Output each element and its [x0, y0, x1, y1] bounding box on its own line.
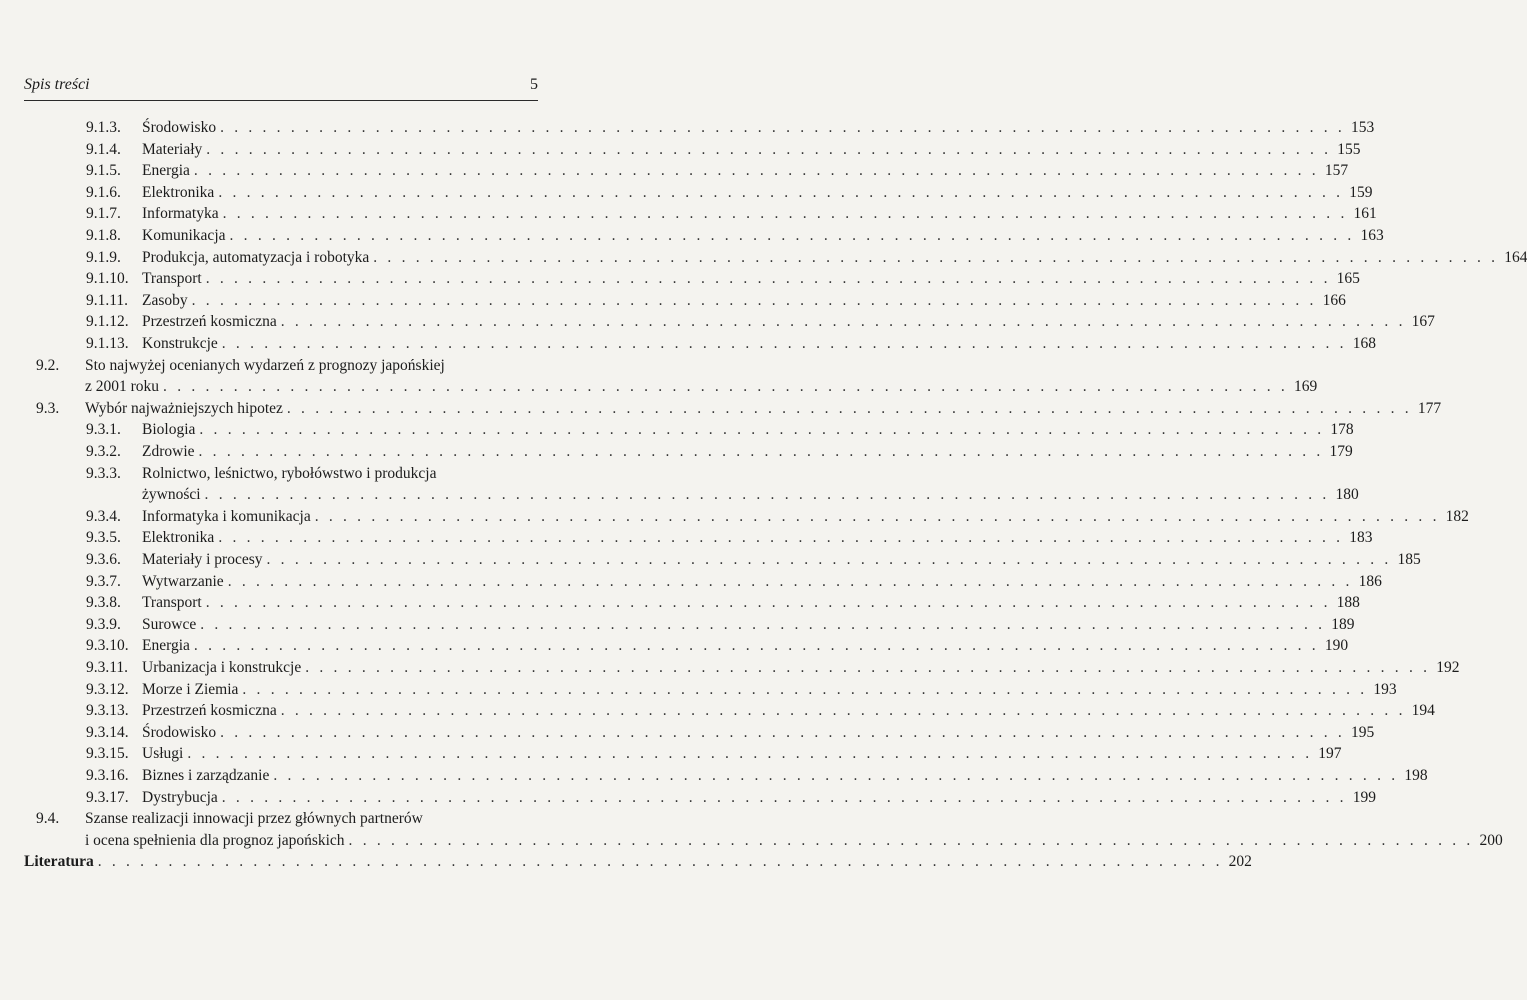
- toc-entry-title: Produkcja, automatyzacja i robotyka: [142, 248, 370, 266]
- toc-entry: [0, 312, 1435, 332]
- toc-entry: [0, 550, 1421, 570]
- toc-entry: [0, 766, 1428, 786]
- toc-entry: [0, 248, 1527, 268]
- toc-entry: [0, 464, 538, 484]
- toc-entry-page: 200: [1479, 831, 1503, 849]
- toc-dot-leader: . . . . . . . . . . . . . . . . . . . . . . . . . . . . . . . . . . . . . . . . . . . . . . . . . . . . . . . . . . . . . . . . . . . . . . . . . . . . . . . .: [373, 248, 1499, 266]
- header-page-number: 5: [530, 76, 538, 93]
- toc-dot-leader: . . . . . . . . . . . . . . . . . . . . . . . . . . . . . . . . . . . . . . . . . . . . . . . . . . . . . . . . . . . . . . . . . . . . . . . . . . . . . . . .: [229, 227, 1355, 244]
- toc-entry-number: 9.1.10.: [86, 270, 129, 288]
- toc-entry-title: Zdrowie: [142, 443, 195, 460]
- toc-entry: [0, 442, 1353, 462]
- toc-entry-page: 167: [1411, 313, 1435, 331]
- toc-entry: [0, 636, 1349, 656]
- toc-dot-leader: . . . . . . . . . . . . . . . . . . . . . . . . . . . . . . . . . . . . . . . . . . . . . . . . . . . . . . . . . . . . . . . . . . . . . . . . . . . . . . . .: [314, 507, 1440, 525]
- toc-entry-title: Materiały i procesy: [142, 551, 263, 568]
- toc-entry-page: 186: [1358, 572, 1382, 590]
- toc-entry-number: 9.3.1.: [86, 421, 121, 439]
- toc-dot-leader: . . . . . . . . . . . . . . . . . . . . . . . . . . . . . . . . . . . . . . . . . . . . . . . . . . . . . . . . . . . . . . . . . . . . . . . . . . . . . . . .: [206, 140, 1332, 158]
- toc-entry-number: 9.1.3.: [86, 119, 121, 136]
- toc-entry-page: 190: [1324, 637, 1349, 655]
- toc-entry-number: 9.3.14.: [86, 723, 129, 741]
- toc-entry: [0, 334, 1376, 354]
- toc-entry-title: Sto najwyżej ocenianych wydarzeń z prognozy japońskiej: [85, 356, 445, 374]
- toc-entry-page: 155: [1337, 140, 1361, 158]
- toc-dot-leader: . . . . . . . . . . . . . . . . . . . . . . . . . . . . . . . . . . . . . . . . . . . . . . . . . . . . . . . . . . . . . . . . . . . . . . . . . . . . . . . .: [193, 637, 1319, 655]
- toc-entry: [0, 701, 1435, 721]
- toc-dot-leader: . . . . . . . . . . . . . . . . . . . . . . . . . . . . . . . . . . . . . . . . . . . . . . . . . . . . . . . . . . . . . . . . . . . . . . . . . . . . . . . .: [266, 551, 1392, 568]
- toc-entry-title: Biologia: [142, 421, 196, 439]
- toc-entry: [0, 485, 1359, 505]
- toc-entry: [0, 183, 1373, 203]
- toc-entry-number: 9.1.7.: [86, 205, 121, 223]
- toc-entry-number: 9.3.5.: [86, 529, 121, 547]
- toc-entry-page: 153: [1351, 119, 1375, 136]
- toc-entry-page: 185: [1397, 551, 1421, 568]
- toc-entry: [0, 809, 538, 829]
- toc-entry: [0, 420, 1354, 440]
- toc-dot-leader: . . . . . . . . . . . . . . . . . . . . . . . . . . . . . . . . . . . . . . . . . . . . . . . . . . . . . . . . . . . . . . . . . . . . . . . . . . . . . . . .: [273, 767, 1399, 784]
- toc-dot-leader: . . . . . . . . . . . . . . . . . . . . . . . . . . . . . . . . . . . . . . . . . . . . . . . . . . . . . . . . . . . . . . . . . . . . . . . . . . . . . . . .: [286, 399, 1412, 417]
- toc-entry-page: 183: [1349, 529, 1373, 547]
- toc-entry: [0, 680, 1397, 700]
- toc-dot-leader: . . . . . . . . . . . . . . . . . . . . . . . . . . . . . . . . . . . . . . . . . . . . . . . . . . . . . . . . . . . . . . . . . . . . . . . . . . . . . . . .: [218, 529, 1344, 547]
- toc-entry-title: Energia: [142, 637, 190, 655]
- toc-entry-title: Urbanizacja i konstrukcje: [142, 659, 302, 676]
- toc-entry: [0, 723, 1375, 743]
- toc-entry: [0, 356, 538, 376]
- toc-entry-page: 189: [1331, 615, 1355, 633]
- toc-entry-title: z 2001 roku: [85, 378, 160, 396]
- toc-entry-number: 9.3.16.: [86, 767, 129, 784]
- toc-entry: [0, 788, 1376, 808]
- toc-entry: [0, 572, 1382, 592]
- toc-entry-title: Wytwarzanie: [142, 572, 224, 590]
- toc-dot-leader: . . . . . . . . . . . . . . . . . . . . . . . . . . . . . . . . . . . . . . . . . . . . . . . . . . . . . . . . . . . . . . . . . . . . . . . . . . . . . . . .: [193, 162, 1319, 180]
- toc-entry-number: 9.3.11.: [86, 659, 129, 676]
- toc-dot-leader: . . . . . . . . . . . . . . . . . . . . . . . . . . . . . . . . . . . . . . . . . . . . . . . . . . . . . . . . . . . . . . . . . . . . . . . . . . . . . . . .: [205, 594, 1331, 612]
- toc-entry-number: 9.1.13.: [86, 335, 129, 352]
- toc-entry-page: 164: [1504, 248, 1527, 266]
- toc-entry-page: 163: [1360, 227, 1384, 244]
- toc-entry-number: 9.1.12.: [86, 313, 129, 331]
- toc-entry-number: 9.3.12.: [86, 680, 129, 698]
- toc-entry-page: 180: [1335, 486, 1359, 504]
- toc-entry-title: Elektronika: [142, 183, 215, 201]
- toc-entry-page: 159: [1349, 183, 1373, 201]
- toc-dot-leader: . . . . . . . . . . . . . . . . . . . . . . . . . . . . . . . . . . . . . . . . . . . . . . . . . . . . . . . . . . . . . . . . . . . . . . . . . . . . . . . .: [305, 659, 1431, 676]
- toc-entry-page: 157: [1324, 162, 1349, 180]
- toc-entry-title: Literatura: [24, 853, 94, 871]
- toc-dot-leader: . . . . . . . . . . . . . . . . . . . . . . . . . . . . . . . . . . . . . . . . . . . . . . . . . . . . . . . . . . . . . . . . . . . . . . . . . . . . . . . .: [163, 378, 1288, 396]
- toc-entry-title: Informatyka i komunikacja: [142, 507, 311, 525]
- toc-entry-title: Surowce: [142, 615, 197, 633]
- toc-dot-leader: . . . . . . . . . . . . . . . . . . . . . . . . . . . . . . . . . . . . . . . . . . . . . . . . . . . . . . . . . . . . . . . . . . . . . . . . . . . . . . . .: [221, 788, 1347, 806]
- toc-entry-title: Wybór najważniejszych hipotez: [85, 399, 283, 417]
- toc-entry: [0, 615, 1355, 635]
- toc-dot-leader: . . . . . . . . . . . . . . . . . . . . . . . . . . . . . . . . . . . . . . . . . . . . . . . . . . . . . . . . . . . . . . . . . . . . . . . . . . . . . . . .: [280, 702, 1406, 720]
- toc-entry-number: 9.2.: [36, 356, 60, 374]
- toc-entry-page: 161: [1353, 205, 1377, 223]
- toc-dot-leader: . . . . . . . . . . . . . . . . . . . . . . . . . . . . . . . . . . . . . . . . . . . . . . . . . . . . . . . . . . . . . . . . . . . . . . . . . . . . . . . .: [200, 615, 1326, 633]
- toc-entry-title: Transport: [142, 270, 202, 288]
- toc-entry-title: Usługi: [142, 745, 184, 763]
- toc-entry: [0, 226, 1384, 246]
- toc-entry-title: i ocena spełnienia dla prognoz japońskich: [85, 831, 345, 849]
- toc-entry-number: 9.3.2.: [86, 443, 121, 460]
- toc-entry-page: 177: [1417, 399, 1442, 417]
- toc-entry-page: 195: [1351, 723, 1375, 741]
- toc-entry: [0, 528, 1373, 548]
- toc-entry-number: 9.3.13.: [86, 702, 129, 720]
- toc-entry-number: 9.4.: [36, 810, 60, 828]
- toc-entry-title: Transport: [142, 594, 202, 612]
- toc-dot-leader: . . . . . . . . . . . . . . . . . . . . . . . . . . . . . . . . . . . . . . . . . . . . . . . . . . . . . . . . . . . . . . . . . . . . . . . . . . . . . . . .: [187, 745, 1313, 763]
- toc-entry-title: żywności: [142, 486, 201, 504]
- toc-entry: [0, 399, 1442, 419]
- toc-dot-leader: . . . . . . . . . . . . . . . . . . . . . . . . . . . . . . . . . . . . . . . . . . . . . . . . . . . . . . . . . . . . . . . . . . . . . . . . . . . . . . . .: [205, 270, 1331, 288]
- toc-entry-page: 169: [1293, 378, 1318, 396]
- toc-entry-title: Zasoby: [142, 291, 188, 309]
- header-title: Spis treści: [24, 76, 90, 93]
- toc-entry: [0, 377, 1318, 397]
- toc-entry-title: Konstrukcje: [142, 335, 218, 352]
- toc-entry-number: 9.3.15.: [86, 745, 129, 763]
- toc-entry-number: 9.3.: [36, 399, 60, 417]
- toc-entry-number: 9.3.9.: [86, 615, 121, 633]
- toc-entry-title: Biznes i zarządzanie: [142, 767, 270, 784]
- toc-entry: [0, 269, 1360, 289]
- toc-entry-number: 9.3.6.: [86, 551, 121, 568]
- toc-entry-title: Przestrzeń kosmiczna: [142, 313, 277, 331]
- toc-entry-number: 9.3.17.: [86, 788, 129, 806]
- toc-entry: [0, 161, 1349, 181]
- toc-dot-leader: . . . . . . . . . . . . . . . . . . . . . . . . . . . . . . . . . . . . . . . . . . . . . . . . . . . . . . . . . . . . . . . . . . . . . . . . . . . . . . . .: [97, 853, 1223, 871]
- toc-entry-title: Komunikacja: [142, 227, 226, 244]
- toc-dot-leader: . . . . . . . . . . . . . . . . . . . . . . . . . . . . . . . . . . . . . . . . . . . . . . . . . . . . . . . . . . . . . . . . . . . . . . . . . . . . . . . .: [199, 421, 1325, 439]
- toc-dot-leader: . . . . . . . . . . . . . . . . . . . . . . . . . . . . . . . . . . . . . . . . . . . . . . . . . . . . . . . . . . . . . . . . . . . . . . . . . . . . . . . .: [222, 205, 1348, 223]
- toc-entry-title: Morze i Ziemia: [142, 680, 239, 698]
- toc-entry-number: 9.3.10.: [86, 637, 129, 655]
- toc-entry-page: 193: [1373, 680, 1397, 698]
- toc-entry-page: 197: [1318, 745, 1342, 763]
- toc-dot-leader: . . . . . . . . . . . . . . . . . . . . . . . . . . . . . . . . . . . . . . . . . . . . . . . . . . . . . . . . . . . . . . . . . . . . . . . . . . . . . . . .: [220, 119, 1346, 136]
- toc-entry-page: 202: [1228, 853, 1252, 871]
- toc-entry-page: 179: [1329, 443, 1353, 460]
- toc-entry: [0, 744, 1342, 764]
- toc-entry-page: 198: [1404, 767, 1428, 784]
- toc-dot-leader: . . . . . . . . . . . . . . . . . . . . . . . . . . . . . . . . . . . . . . . . . . . . . . . . . . . . . . . . . . . . . . . . . . . . . . . . . . . . . . . .: [218, 183, 1344, 201]
- toc-dot-leader: . . . . . . . . . . . . . . . . . . . . . . . . . . . . . . . . . . . . . . . . . . . . . . . . . . . . . . . . . . . . . . . . . . . . . . . . . . . . . . . .: [242, 680, 1368, 698]
- toc-dot-leader: . . . . . . . . . . . . . . . . . . . . . . . . . . . . . . . . . . . . . . . . . . . . . . . . . . . . . . . . . . . . . . . . . . . . . . . . . . . . . . . .: [204, 486, 1330, 504]
- running-header: [24, 76, 538, 101]
- toc-entry-number: 9.1.4.: [86, 140, 121, 158]
- toc-entry-number: 9.1.6.: [86, 183, 121, 201]
- toc-entry: [0, 593, 1360, 613]
- toc-dot-leader: . . . . . . . . . . . . . . . . . . . . . . . . . . . . . . . . . . . . . . . . . . . . . . . . . . . . . . . . . . . . . . . . . . . . . . . . . . . . . . . .: [221, 335, 1347, 352]
- toc-entry-number: 9.3.3.: [86, 464, 121, 482]
- toc-entry-page: 192: [1436, 659, 1460, 676]
- toc-entry-number: 9.1.5.: [86, 162, 121, 180]
- toc-entry-number: 9.3.8.: [86, 594, 121, 612]
- toc-dot-leader: . . . . . . . . . . . . . . . . . . . . . . . . . . . . . . . . . . . . . . . . . . . . . . . . . . . . . . . . . . . . . . . . . . . . . . . . . . . . . . . .: [220, 723, 1346, 741]
- toc-entry-page: 178: [1330, 421, 1354, 439]
- toc-entry-number: 9.1.8.: [86, 227, 121, 244]
- toc-entry-title: Elektronika: [142, 529, 215, 547]
- toc-entry: [0, 118, 1375, 138]
- toc-entry-title: Środowisko: [142, 119, 217, 136]
- toc-entry-title: Materiały: [142, 140, 203, 158]
- toc-entry: [0, 140, 1361, 160]
- toc-entry: [0, 204, 1377, 224]
- toc-dot-leader: . . . . . . . . . . . . . . . . . . . . . . . . . . . . . . . . . . . . . . . . . . . . . . . . . . . . . . . . . . . . . . . . . . . . . . . . . . . . . . . .: [198, 443, 1324, 460]
- toc-dot-leader: . . . . . . . . . . . . . . . . . . . . . . . . . . . . . . . . . . . . . . . . . . . . . . . . . . . . . . . . . . . . . . . . . . . . . . . . . . . . . . . .: [348, 831, 1474, 849]
- toc-entry-number: 9.1.9.: [86, 248, 121, 266]
- toc-entry-title: Dystrybucja: [142, 788, 218, 806]
- toc-entry: [0, 658, 1460, 678]
- toc-entry-page: 165: [1336, 270, 1360, 288]
- toc-entry-number: 9.1.11.: [86, 291, 129, 309]
- toc-entry-title: Informatyka: [142, 205, 219, 223]
- toc-entry-number: 9.3.4.: [86, 507, 121, 525]
- toc-entry-title: Energia: [142, 162, 190, 180]
- toc-entry-title: Przestrzeń kosmiczna: [142, 702, 277, 720]
- toc-entry-number: 9.3.7.: [86, 572, 121, 590]
- toc-entry-page: 166: [1322, 291, 1346, 309]
- toc-entry: [0, 852, 1252, 872]
- toc-entry-page: 199: [1352, 788, 1376, 806]
- toc-entry: [0, 831, 1503, 851]
- toc-entry-page: 194: [1411, 702, 1435, 720]
- toc-dot-leader: . . . . . . . . . . . . . . . . . . . . . . . . . . . . . . . . . . . . . . . . . . . . . . . . . . . . . . . . . . . . . . . . . . . . . . . . . . . . . . . .: [280, 313, 1406, 331]
- toc-entry-title: Szanse realizacji innowacji przez głównych partnerów: [85, 810, 423, 828]
- toc-entry: [0, 507, 1469, 527]
- toc-entry-title: Środowisko: [142, 723, 217, 741]
- toc-entry-page: 168: [1352, 335, 1376, 352]
- toc-dot-leader: . . . . . . . . . . . . . . . . . . . . . . . . . . . . . . . . . . . . . . . . . . . . . . . . . . . . . . . . . . . . . . . . . . . . . . . . . . . . . . . .: [191, 291, 1317, 309]
- toc-entry-page: 188: [1336, 594, 1360, 612]
- toc-entry: [0, 291, 1346, 311]
- toc-entry-title: Rolnictwo, leśnictwo, rybołówstwo i produkcja: [142, 464, 437, 482]
- toc-dot-leader: . . . . . . . . . . . . . . . . . . . . . . . . . . . . . . . . . . . . . . . . . . . . . . . . . . . . . . . . . . . . . . . . . . . . . . . . . . . . . . . .: [227, 572, 1353, 590]
- toc-entry-page: 182: [1445, 507, 1469, 525]
